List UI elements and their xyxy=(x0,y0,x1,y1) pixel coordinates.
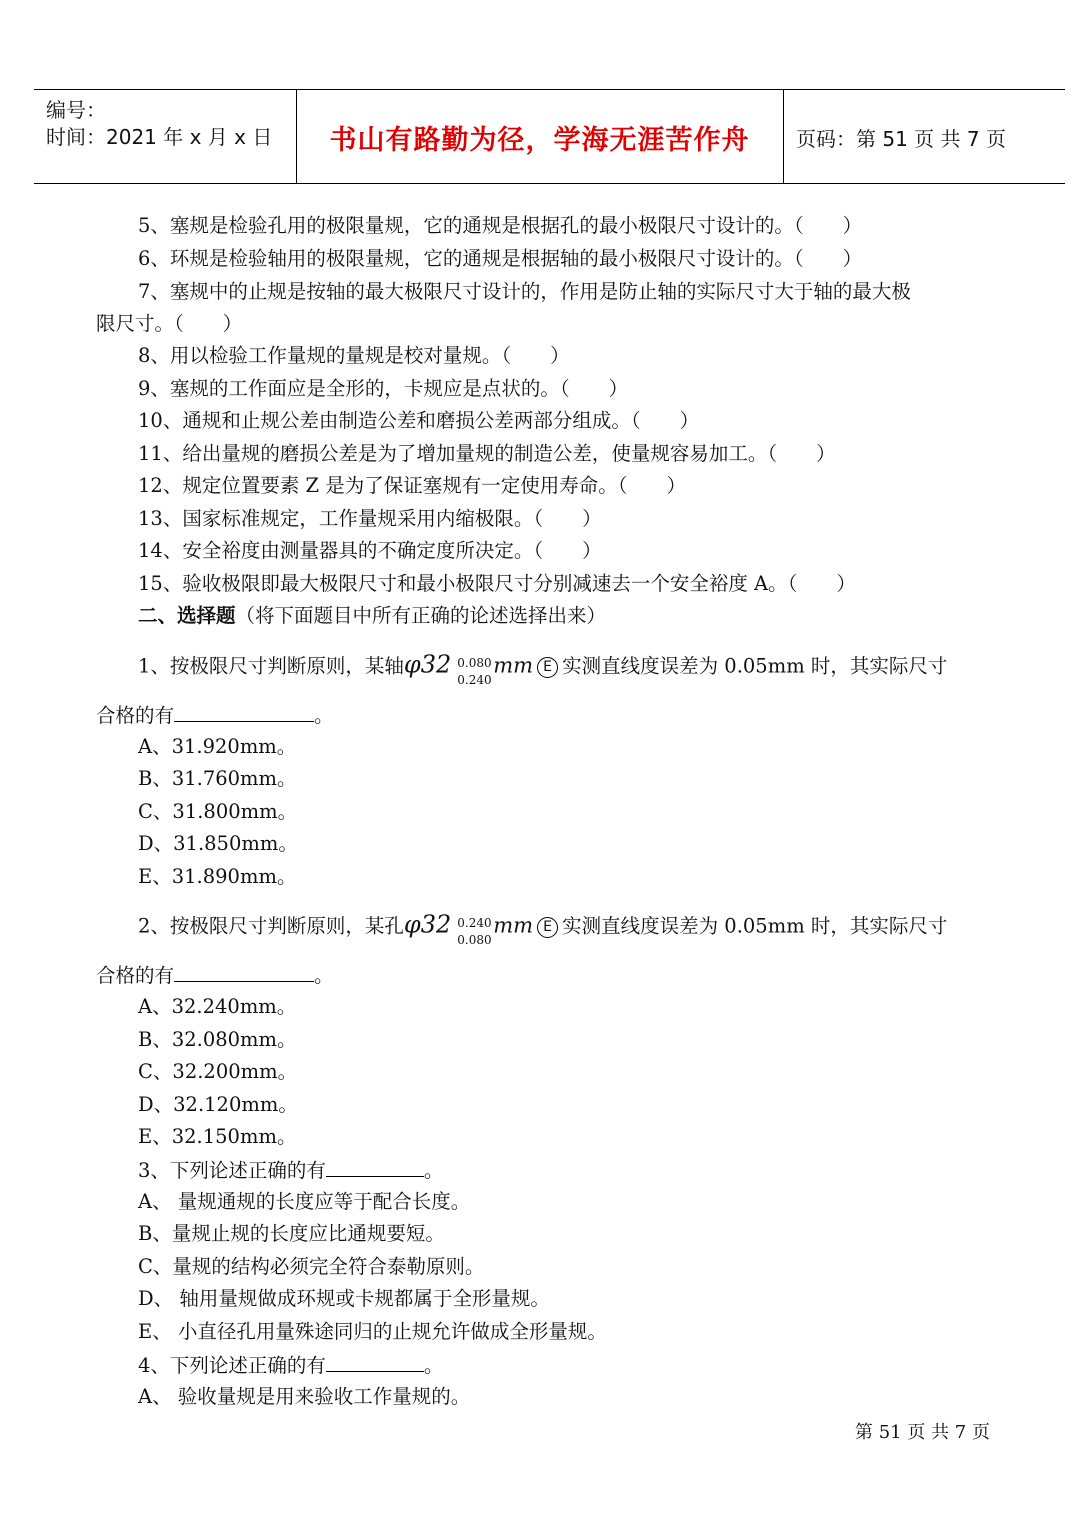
question-2-line2 xyxy=(96,961,334,989)
tf-item-11: 11、给出量规的磨损公差是为了增加量规的制造公差，使量规容易加工。（ ） xyxy=(138,442,836,465)
page-label: 页码：第 51 页 共 7 页 xyxy=(796,127,1006,151)
q3-answer-blank[interactable] xyxy=(326,1156,424,1177)
tf-item-15: 15、验收极限即最大极限尺寸和最小极限尺寸分别减速去一个安全裕度 A。（ ） xyxy=(138,572,856,595)
question-1-stem xyxy=(138,650,948,687)
question-2-stem xyxy=(138,910,948,947)
q2-tolerance xyxy=(451,910,493,947)
section-2-title: 二、选择题 xyxy=(138,604,236,627)
q3-stem: 3、下列论述正确的有 xyxy=(138,1159,326,1182)
q1-end: 。 xyxy=(314,704,334,727)
q2-tol-lower: 0.080 xyxy=(457,933,492,947)
q2-prefix: 2、按极限尺寸判断原则，某孔 xyxy=(138,914,404,938)
q3-option-d: D、 轴用量规做成环规或卡规都属于全形量规。 xyxy=(138,1287,550,1310)
section-2-heading xyxy=(138,603,606,629)
q1-option-b: B、31.760mm。 xyxy=(138,767,297,790)
q2-answer-blank[interactable] xyxy=(174,961,314,982)
q1-tol-upper: 0.080 xyxy=(457,656,492,670)
q2-end: 。 xyxy=(314,964,334,987)
tf-item-12: 12、规定位置要素 Z 是为了保证塞规有一定使用寿命。（ ） xyxy=(138,474,687,497)
q1-answer-blank[interactable] xyxy=(174,701,314,722)
q1-line2: 合格的有 xyxy=(96,704,175,727)
q1-option-c: C、31.800mm。 xyxy=(138,800,298,823)
tf-item-13: 13、国家标准规定，工作量规采用内缩极限。（ ） xyxy=(138,507,602,530)
tf-item-8: 8、用以检验工作量规的量规是校对量规。（ ） xyxy=(138,344,570,367)
motto: 书山有路勤为径，学海无涯苦作舟 xyxy=(329,125,750,156)
question-3-stem xyxy=(138,1156,443,1184)
q2-option-e: E、32.150mm。 xyxy=(138,1125,297,1148)
q1-phi: φ32 xyxy=(403,650,452,679)
q1-unit: mm xyxy=(493,653,534,678)
envelope-requirement-icon: E xyxy=(537,657,558,678)
q1-tol-lower: 0.240 xyxy=(457,673,492,687)
section-2-note: （将下面题目中所有正确的论述选择出来） xyxy=(235,604,607,627)
tf-item-5: 5、塞规是检验孔用的极限量规，它的通规是根据孔的最小极限尺寸设计的。（ ） xyxy=(138,214,863,237)
page-footer: 第 51 页 共 7 页 xyxy=(855,1422,990,1443)
q2-phi: φ32 xyxy=(403,910,452,939)
q3-option-e: E、 小直径孔用量殊途同归的止规允许做成全形量规。 xyxy=(138,1320,607,1343)
header-right-cell xyxy=(784,90,1065,183)
q3-option-c: C、量规的结构必须完全符合泰勒原则。 xyxy=(138,1255,485,1278)
q2-line2: 合格的有 xyxy=(96,964,175,987)
q2-option-b: B、32.080mm。 xyxy=(138,1028,297,1051)
time-label: 时间：2021 年 x 月 x 日 xyxy=(46,125,273,149)
q1-tolerance xyxy=(451,650,493,687)
q4-option-a: A、 验收量规是用来验收工作量规的。 xyxy=(138,1385,471,1408)
q1-suffix: 实测直线度误差为 0.05mm 时，其实际尺寸 xyxy=(562,654,948,678)
header-motto-cell xyxy=(296,90,784,183)
q4-answer-blank[interactable] xyxy=(326,1351,424,1372)
q1-option-e: E、31.890mm。 xyxy=(138,865,297,888)
q4-end: 。 xyxy=(423,1354,444,1377)
q3-option-a: A、 量规通规的长度应等于配合长度。 xyxy=(138,1190,471,1213)
q1-option-d: D、31.850mm。 xyxy=(138,832,298,855)
q3-option-b: B、量规止规的长度应比通规要短。 xyxy=(138,1222,445,1245)
header-left-cell xyxy=(34,90,297,183)
question-4-stem xyxy=(138,1351,443,1379)
tf-item-7: 7、塞规中的止规是按轴的最大极限尺寸设计的，作用是防止轴的实际尺寸大于轴的最大极 xyxy=(138,280,911,303)
tf-item-10: 10、通规和止规公差由制造公差和磨损公差两部分组成。（ ） xyxy=(138,409,700,432)
q1-prefix: 1、按极限尺寸判断原则，某轴 xyxy=(138,654,404,678)
q2-option-c: C、32.200mm。 xyxy=(138,1060,298,1083)
tf-item-14: 14、安全裕度由测量器具的不确定度所决定。（ ） xyxy=(138,539,602,562)
q2-option-a: A、32.240mm。 xyxy=(138,995,297,1018)
q4-stem: 4、下列论述正确的有 xyxy=(138,1354,326,1377)
q2-tol-upper: 0.240 xyxy=(457,916,492,930)
q2-suffix: 实测直线度误差为 0.05mm 时，其实际尺寸 xyxy=(562,914,948,938)
number-label: 编号： xyxy=(46,98,106,122)
envelope-requirement-icon: E xyxy=(537,917,558,938)
q2-option-d: D、32.120mm。 xyxy=(138,1093,298,1116)
question-1-line2 xyxy=(96,701,334,729)
page-header xyxy=(34,89,1065,184)
q3-end: 。 xyxy=(423,1159,444,1182)
tf-item-9: 9、塞规的工作面应是全形的，卡规应是点状的。（ ） xyxy=(138,377,629,400)
tf-item-7-cont: 限尺寸。（ ） xyxy=(96,312,243,335)
tf-item-6: 6、环规是检验轴用的极限量规，它的通规是根据轴的最小极限尺寸设计的。（ ） xyxy=(138,247,863,270)
q2-unit: mm xyxy=(493,913,534,938)
q1-option-a: A、31.920mm。 xyxy=(138,735,297,758)
